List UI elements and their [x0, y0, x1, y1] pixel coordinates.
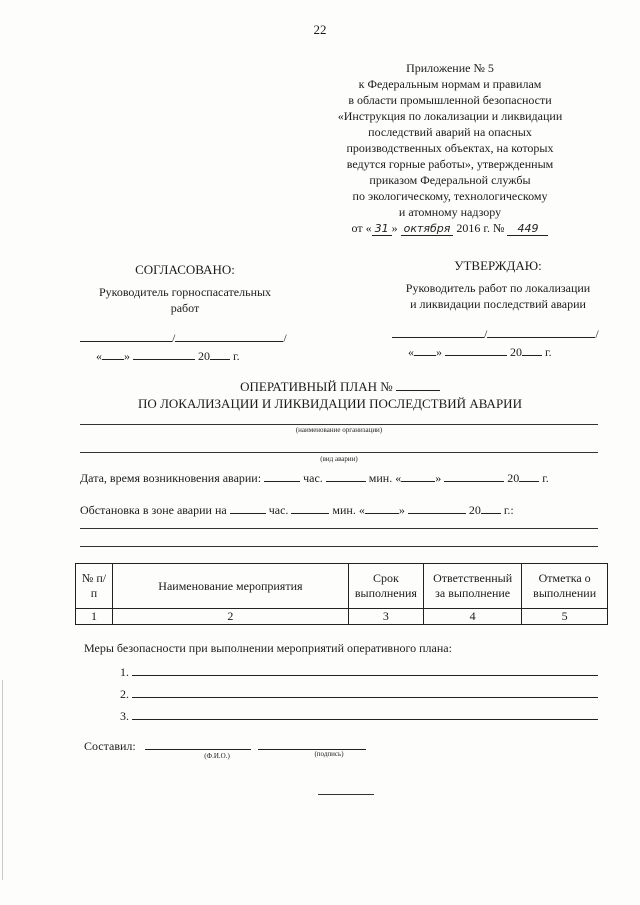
- appendix-line: и атомному надзору: [398, 205, 502, 219]
- handwritten-order-number: 449: [507, 222, 548, 236]
- operations-table: [75, 563, 608, 625]
- appendix-line: производственных объектах, на которых: [346, 141, 554, 155]
- agreed-line: Руководитель горноспасательных: [98, 285, 272, 299]
- agreed-date-line: « » 20 г.: [96, 349, 240, 363]
- page-number: 22: [313, 22, 327, 37]
- agreed-header: СОГЛАСОВАНО:: [135, 262, 235, 277]
- approved-date-line: « » 20 г.: [408, 345, 552, 359]
- header-cell-completion: Отметка о выполнении: [522, 564, 608, 609]
- appendix-line: ведутся горные работы», утвержденным: [346, 157, 554, 171]
- table-row: [76, 609, 608, 625]
- column-number-cell: 5: [522, 609, 608, 625]
- situation-line: [80, 528, 598, 529]
- accident-type-caption: (вид аварии): [320, 455, 358, 463]
- appendix-line: в области промышленной безопасности: [348, 93, 552, 107]
- approved-line: и ликвидации последствий аварии: [410, 297, 586, 311]
- agreed-line: работ: [170, 301, 200, 315]
- safety-label: Меры безопасности при выполнении мероприятий оперативного плана:: [84, 641, 452, 655]
- handwritten-day: 31: [372, 222, 392, 236]
- plan-title-line2: ПО ЛОКАЛИЗАЦИИ И ЛИКВИДАЦИИ ПОСЛЕДСТВИЙ АВАРИИ: [138, 396, 522, 411]
- agreed-signature-line: / /: [80, 330, 287, 346]
- agreed-block: [70, 262, 300, 316]
- approved-line: Руководитель работ по локализации: [405, 281, 591, 295]
- appendix-line: к Федеральным нормам и правилам: [358, 77, 542, 91]
- situation-field: Обстановка в зоне аварии на час. мин. « » 20 г.:: [80, 503, 514, 517]
- appendix-line: по экологическому, технологическому: [352, 189, 548, 203]
- organization-caption: (наименование организации): [295, 426, 383, 434]
- column-number-cell: 3: [348, 609, 423, 625]
- appendix-order-date: от « 31 » октября 2016 г. № 449: [300, 220, 600, 237]
- column-number-cell: 4: [423, 609, 521, 625]
- scan-edge-artifact: [2, 680, 3, 880]
- fio-caption: (Ф.И.О.): [204, 752, 230, 760]
- safety-item: 1.: [120, 664, 598, 680]
- header-cell-responsible: Ответственный за выполнение: [423, 564, 521, 609]
- column-number-cell: 1: [76, 609, 113, 625]
- safety-item: 2.: [120, 686, 598, 702]
- appendix-block: [300, 60, 600, 237]
- footer-divider: [318, 794, 374, 795]
- appendix-line: «Инструкция по локализации и ликвидации: [337, 109, 563, 123]
- header-cell-deadline: Срок выполнения: [348, 564, 423, 609]
- appendix-line: приказом Федеральной службы: [369, 173, 531, 187]
- handwritten-month: октября: [401, 222, 454, 236]
- header-cell-activity: Наименование мероприятия: [113, 564, 349, 609]
- signature-caption: (подпись): [314, 750, 344, 758]
- header-cell-number: № п/п: [76, 564, 113, 609]
- column-number-cell: 2: [113, 609, 349, 625]
- compiled-by-field: Составил:: [84, 738, 366, 754]
- organization-line: [80, 424, 598, 425]
- plan-title-line1: ОПЕРАТИВНЫЙ ПЛАН №: [0, 378, 640, 395]
- approved-block: [378, 258, 618, 312]
- accident-type-line: [80, 452, 598, 453]
- appendix-line: Приложение № 5: [406, 61, 494, 75]
- plan-title: [0, 378, 640, 412]
- approved-header: УТВЕРЖДАЮ:: [454, 258, 542, 273]
- approved-signature-line: / /: [392, 326, 599, 342]
- appendix-line: последствий аварий на опасных: [368, 125, 532, 139]
- accident-datetime-field: Дата, время возникновения аварии: час. мин. « » 20 г.: [80, 471, 549, 485]
- table-header-row: [76, 564, 608, 609]
- situation-line: [80, 546, 598, 547]
- safety-item: 3.: [120, 708, 598, 724]
